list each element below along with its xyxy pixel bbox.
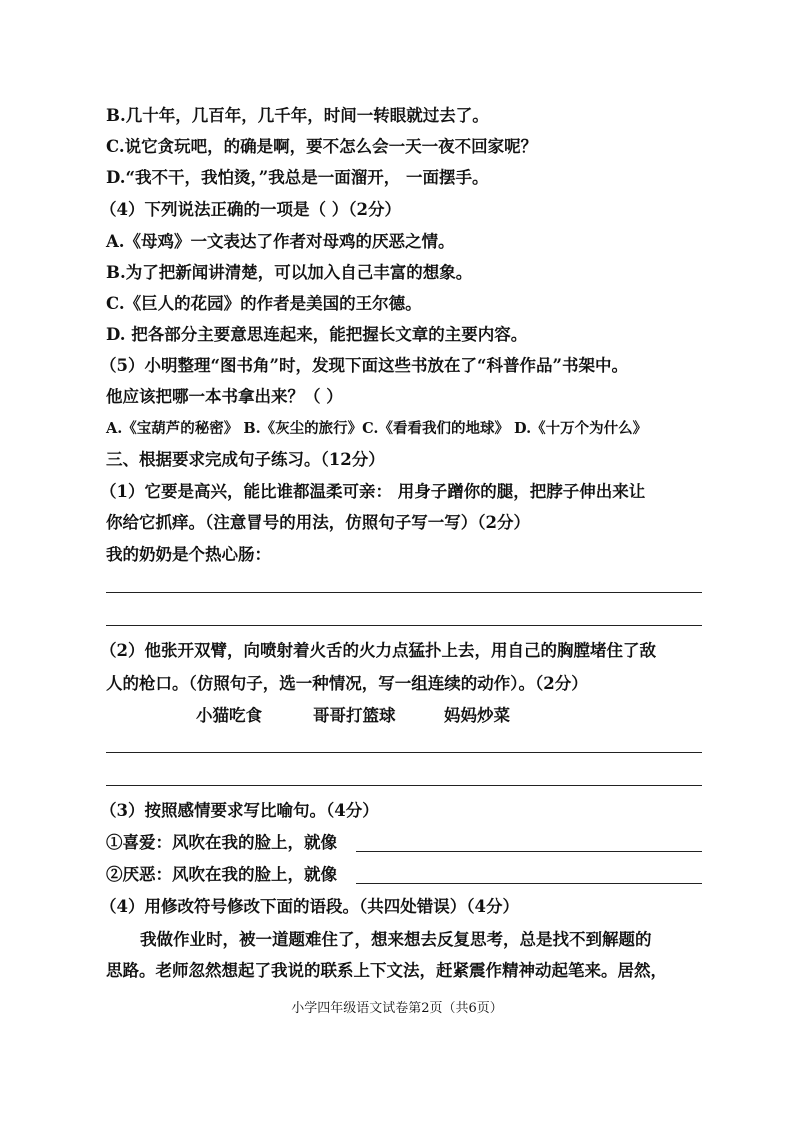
s2-choice-3: 妈妈炒菜	[444, 706, 510, 725]
q4-option-b: B.为了把新闻讲清楚，可以加入自己丰富的想象。	[106, 263, 473, 282]
s4-stem: （4）用修改符号修改下面的语段。（共四处错误）（4分）	[100, 897, 519, 916]
s1-line1: （1）它要是高兴，能比谁都温柔可亲： 用身子蹭你的腿，把脖子伸出来让	[100, 482, 646, 501]
section3-heading: 三、根据要求完成句子练习。（12分）	[106, 450, 385, 469]
s3-stem: （3）按照感情要求写比喻句。（4分）	[100, 801, 379, 820]
q4-option-d: D. 把各部分主要意思连起来，能把握长文章的主要内容。	[106, 325, 528, 344]
answer-line[interactable]	[356, 851, 702, 852]
s4-paragraph-line1: 我做作业时，被一道题难住了，想来想去反复思考，总是找不到解题的	[140, 930, 652, 949]
s2-choice-2: 哥哥打篮球	[313, 706, 396, 725]
q3-option-c: C.说它贪玩吧，的确是啊，要不怎么会一天一夜不回家呢？	[106, 137, 538, 156]
q5-options: A.《宝葫芦的秘密》 B.《灰尘的旅行》C.《看看我们的地球》 D.《十万个为什么》	[106, 420, 648, 437]
q4-stem: （4）下列说法正确的一项是（ ）（2分）	[100, 200, 401, 219]
s2-choice-1: 小猫吃食	[196, 706, 262, 725]
answer-line[interactable]	[106, 625, 702, 626]
q4-option-a: A.《母鸡》一文表达了作者对母鸡的厌恶之情。	[106, 232, 455, 251]
q4-option-c: C.《巨人的花园》的作者是美国的王尔德。	[106, 294, 422, 313]
s4-paragraph-line2: 思路。老师忽然想起了我说的联系上下文法，赶紧震作精神动起笔来。居然，	[106, 961, 667, 980]
s3-item-b: ②厌恶：风吹在我的脸上，就像	[106, 865, 337, 884]
answer-line[interactable]	[356, 883, 702, 884]
s2-line1: （2）他张开双臂，向喷射着火舌的火力点猛扑上去，用自己的胸膛堵住了敌	[100, 641, 656, 660]
answer-line[interactable]	[106, 785, 702, 786]
s2-line2: 人的枪口。（仿照句子，选一种情况，写一组连续的动作）。（2分）	[106, 674, 588, 693]
s1-line2: 你给它抓痒。（注意冒号的用法，仿照句子写一写）（2分）	[106, 513, 530, 532]
q5-stem-line2: 他应该把哪一本书拿出来？（ ）	[106, 387, 343, 406]
q5-stem-line1: （5）小明整理“图书角”时，发现下面这些书放在了“科普作品”书架中。	[100, 356, 628, 375]
q3-option-b: B.几十年，几百年，几千年，时间一转眼就过去了。	[106, 106, 489, 125]
answer-line[interactable]	[106, 752, 702, 753]
q3-option-d: D.“我不干，我怕烫，”我总是一面溜开， 一面摆手。	[106, 168, 489, 187]
page-footer: 小学四年级语文试卷第2页（共6页）	[291, 1001, 503, 1016]
s1-prompt: 我的奶奶是个热心肠：	[106, 545, 271, 564]
answer-line[interactable]	[106, 592, 702, 593]
s3-item-a: ①喜爱：风吹在我的脸上，就像	[106, 833, 337, 852]
